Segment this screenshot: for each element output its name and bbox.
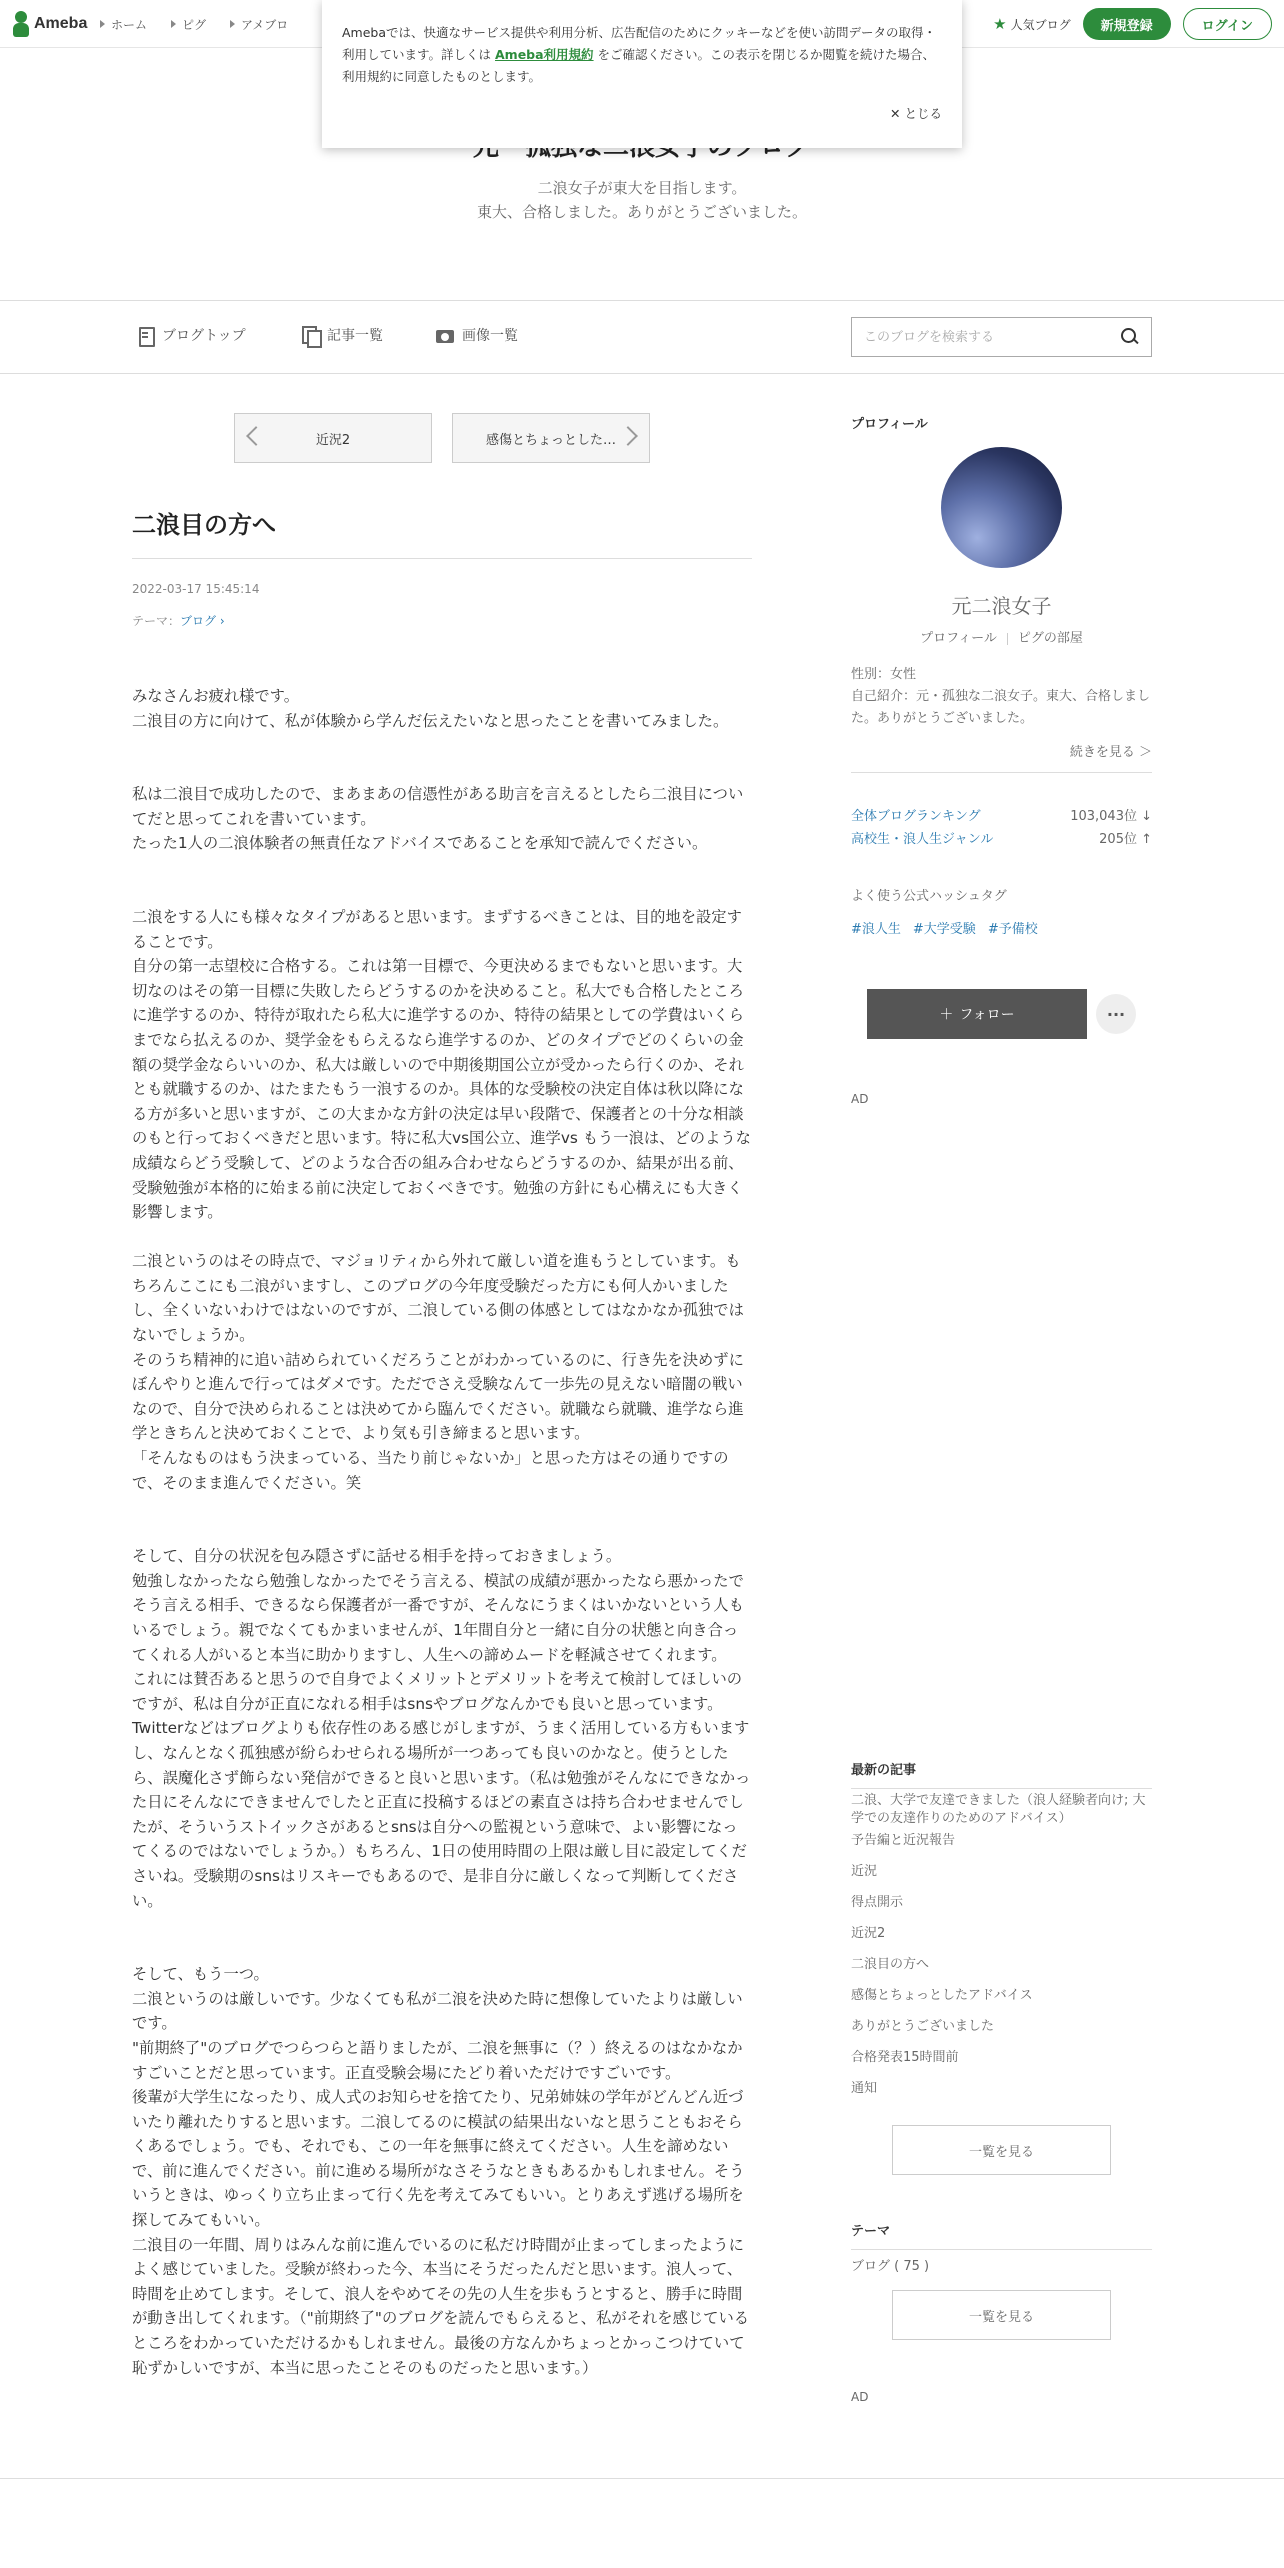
article-paragraph: そして、自分の状況を包み隠さずに話せる相手を持っておきましょう。 勉強しなかったなら勉強しなかったでそう言える、模試の成績が悪かったなら悪かったでそう言える相手、できるなら保護者が一番ですが、そんなにうまくはいかないという人もいるでしょう。親でなくてもかまいませんが、1年間自分と一緒に自分の状態と向き合ってくれる人がいると本当に助かりますし、人生への諦めムードを軽減させてくれます。 これには賛否あると思うので自身でよくメリットとデメリットを考えて検討してほしいのですが、私は自分が正直になれる相手はsnsやブログなんかでも良いと思っています。Twitterなどはブログよりも依存性のある感じがしますが、うまく活用している方もいますし、なんとなく孤独感が紛らわせられる場所が一つあっても良いのかなと。使うとしたら、誤魔化さず飾らない発信ができると良いと思います。（私は勉強がそんなにできなかった日にそんなにできませんでしたと正直に投稿するほどの素直さは持ち合わせませんでしたが、そういうストイックさがあるとsnsは自分への監視という意味で、よい影響になってくるのではないでしょうか。）もちろん、1日の使用時間の上限は厳し目に設定してくださいね。受験期のsnsはリスキーでもあるので、是非自分に厳しくなって判断してください。 [132, 1547, 751, 1910]
theme-item[interactable]: ブログ ( 75 ) [851, 2259, 930, 2274]
star-icon: ★ [993, 15, 1007, 33]
terms-link[interactable]: Ameba利用規約 [495, 47, 594, 62]
latest-entry[interactable]: ありがとうございました [851, 2019, 995, 2034]
article-title: 二浪目の方へ [132, 505, 752, 559]
article-body [132, 684, 752, 2405]
blog-top-link[interactable]: ブログトップ [136, 325, 246, 345]
cookie-consent-popup [322, 0, 962, 148]
plus-icon: ＋ [939, 1007, 954, 1023]
nav-home[interactable]: ホーム [100, 16, 147, 33]
article-paragraph: みなさんお疲れ様です。 二浪目の方に向けて、私が体験から学んだ伝えたいなと思ったことを書いてみました。 [132, 687, 729, 730]
latest-entry[interactable]: 通知 [851, 2081, 878, 2096]
theme-link[interactable]: ブログ [180, 614, 217, 628]
blog-search-input[interactable] [852, 318, 1102, 356]
profile-intro: 自己紹介：元・孤独な二浪女子。東大、合格しました。ありがとうございました。 [851, 689, 1151, 726]
ad-label: AD [851, 2390, 869, 2404]
register-button[interactable]: 新規登録 [1083, 8, 1171, 40]
nav-pigg[interactable]: ピグ [171, 16, 206, 33]
latest-entry[interactable]: 近況 [851, 1864, 878, 1879]
profile-gender: 性別：女性 [851, 667, 917, 682]
prev-entry-button[interactable]: 近況2 [234, 413, 432, 463]
close-icon: ✕ [890, 105, 901, 121]
global-nav [100, 0, 288, 48]
ameba-mascot-icon [12, 11, 30, 37]
hashtag[interactable]: #大学受験 [912, 922, 976, 937]
article-theme: テーマ：ブログ › [132, 614, 225, 628]
camera-icon [436, 326, 454, 344]
profile-more-link[interactable]: 続きを見る ＞ [851, 741, 1152, 773]
blog-nav [0, 300, 1284, 374]
profile-info [851, 664, 1152, 730]
triangle-right-icon [230, 20, 235, 28]
profile-links [851, 627, 1152, 646]
hashtag[interactable]: #予備校 [987, 922, 1038, 937]
search-icon[interactable] [1121, 328, 1139, 346]
ranking-overall[interactable]: 全体ブログランキング 103,043位 ↓ [851, 809, 1152, 824]
login-button[interactable]: ログイン [1183, 8, 1272, 40]
profile-link[interactable]: プロフィール [920, 631, 997, 646]
hashtag[interactable]: #浪人生 [851, 922, 901, 937]
documents-icon [301, 326, 319, 344]
nav-ameblo[interactable]: アメブロ [230, 16, 288, 33]
more-options-icon[interactable]: ··· [1096, 994, 1136, 1034]
latest-entry[interactable]: 二浪、大学で友達できました（浪人経験者向け; 大学での友達作りのためのアドバイス） [851, 1793, 1146, 1826]
chevron-left-icon [246, 426, 266, 446]
latest-entry[interactable]: 合格発表15時間前 [851, 2050, 959, 2065]
article-paragraph: 二浪というのはその時点で、マジョリティから外れて厳しい道を進もうとしています。もちろんここにも二浪がいますし、このブログの今年度受験だった方にも何人かいましたし、全くいないわけではないのですが、二浪している側の体感としてはなかなか孤独ではないでしょうか。 そのうち精神的に追い詰められていくだろうことがわかっているのに、行き先を決めずにぼんやりと進んで行ってはダメです。ただでさえ受験なんて一歩先の見えない暗闇の戦いなので、自分で決められることは決めてから臨んでください。就職なら就職、進学なら進学ときちんと決めておくことで、より気も引き締まると思います。 「そんなものはもう決まっている、当たり前じゃないか」と思った方はその通りですので、そのまま進んでください。笑 [132, 1252, 744, 1492]
next-entry-button[interactable]: 感傷とちょっとした… [452, 413, 650, 463]
blog-search [851, 317, 1152, 357]
triangle-right-icon [100, 20, 105, 28]
document-icon [136, 326, 154, 344]
article-paragraph: そして、もう一つ。 二浪というのは厳しいです。少なくても私が二浪を決めた時に想像していたよりは厳しいです。 "前期終了"のブログでつらつらと語りましたが、二浪を無事に（？）終えるのはなかなかすごいことだと思っています。正直受験会場にたどり着いただけですごいです。 後輩が大学生になったり、成人式のお知らせを捨てたり、兄弟姉妹の学年がどんどん近づいたり離れたりすると思います。二浪してるのに模試の結果出ないなと思うこともおそらくあるでしょう。でも、それでも、この一年を無事に終えてください。人生を諦めないで、前に進んでください。前に進める場所がなさそうなときもあるかもしれません。そういうときは、ゆっくり立ち止まって行く先を考えてみてもいい。とりあえず逃げる場所を探してみてもいい。 二浪目の一年間、周りはみんな前に進んでいるのに私だけ時間が止まってしまったようによく感じていました。受験が終わった今、本当にそうだったんだと思います。浪人って、時間を止めてします。そして、浪人をやめてその先の人生を歩もうとすると、勝手に時間が動き出してくれます。（"前期終了"のブログを読んでもらえると、私がそれを感じているところをわかっていただけるかもしれません。最後の方なんかちょっとかっこつけていて恥ずかしいですが、本当に思ったことそのものだったと思います。） [132, 1965, 750, 2377]
latest-entry[interactable]: 感傷とちょっとしたアドバイス [851, 1988, 1033, 2003]
popular-blog-link[interactable]: ★ 人気ブログ [993, 15, 1071, 33]
article-date: 2022-03-17 15:45:14 [132, 582, 260, 596]
ranking-genre[interactable]: 高校生・浪人生ジャンル 205位 ↑ [851, 832, 1152, 847]
blog-description: 二浪女子が東大を目指します。 東大、合格しました。ありがとうございました。 [476, 179, 807, 221]
latest-entries [851, 1792, 1152, 2111]
avatar[interactable] [941, 447, 1062, 568]
theme-see-all-button[interactable]: 一覧を見る [892, 2290, 1111, 2340]
theme-heading: テーマ [851, 2220, 1152, 2250]
header-actions [993, 8, 1272, 40]
entry-list-link[interactable]: 記事一覧 [301, 325, 383, 345]
latest-entry[interactable]: 近況2 [851, 1926, 886, 1941]
hashtag-list [851, 918, 1038, 937]
pigg-room-link[interactable]: ピグの部屋 [1017, 631, 1083, 646]
follow-button[interactable]: ＋ フォロー [867, 989, 1087, 1039]
logo-text: Ameba [34, 15, 88, 32]
article-paragraph: 二浪をする人にも様々なタイプがあると思います。まずするべきことは、目的地を設定することです。 自分の第一志望校に合格する。これは第一目標で、今更決めるまでもないと思います。大切なのはその第一目標に失敗したらどうするのかを決めること。私大でも合格したところに進学するのか、特待が取れたら私大に進学するのか、特待の結果としての学費はいくらまでなら払えるのか、奨学金をもらえるなら進学するのか、どのタイプでどのくらいの金額の奨学金ならいいのか、私大は厳しいので中期後期国公立が受かったら行くのか、それとも就職するのか、はたまたもう一浪するのか。具体的な受験校の決定自体は秋以降になる方が多いと思いますが、この大まかな方針の決定は早い段階で、保護者との十分な相談のもと行っておくべきだと思います。特に私大vs国公立、進学vs もう一浪は、どのような成績ならどう受験して、どのような合否の組み合わせならどうするのか、結果が出る前、受験勉強が本格的に始まる前に決定しておくべきです。勉強の方針にも心構えにも大きく影響します。 [132, 907, 751, 1222]
latest-entry[interactable]: 二浪目の方へ [851, 1957, 930, 1972]
latest-heading: 最新の記事 [851, 1759, 1152, 1789]
cookie-close-button[interactable]: ✕ とじる [890, 105, 942, 121]
latest-entry[interactable]: 予告編と近況報告 [851, 1833, 956, 1848]
chevron-right-icon: › [216, 614, 225, 628]
profile-heading: プロフィール [851, 417, 928, 432]
latest-see-all-button[interactable]: 一覧を見る [892, 2125, 1111, 2175]
hashtag-heading: よく使う公式ハッシュタグ [851, 889, 1007, 904]
ad-label: AD [851, 1092, 869, 1106]
triangle-right-icon [171, 20, 176, 28]
chevron-right-icon [618, 426, 638, 446]
image-list-link[interactable]: 画像一覧 [436, 325, 518, 345]
cookie-text: Amebaでは、快適なサービス提供や利用分析、広告配信のためにクッキーなどを使い訪問データの取得・利用しています。詳しくは Ameba利用規約 をご確認ください。この表示を閉じるか閲覧を続けた場合、利用規約に同意したものとします。 [342, 25, 937, 84]
profile-name[interactable]: 元二浪女子 [951, 594, 1052, 618]
ameba-logo[interactable] [12, 10, 87, 38]
article-paragraph: 私は二浪目で成功したので、まあまあの信憑性がある助言を言えるとしたら二浪目についてだと思ってこれを書いています。 たった1人の二浪体験者の無責任なアドバイスであることを承知で読んでください。 [132, 785, 744, 853]
divider [0, 2478, 1284, 2479]
latest-entry[interactable]: 得点開示 [851, 1895, 904, 1910]
